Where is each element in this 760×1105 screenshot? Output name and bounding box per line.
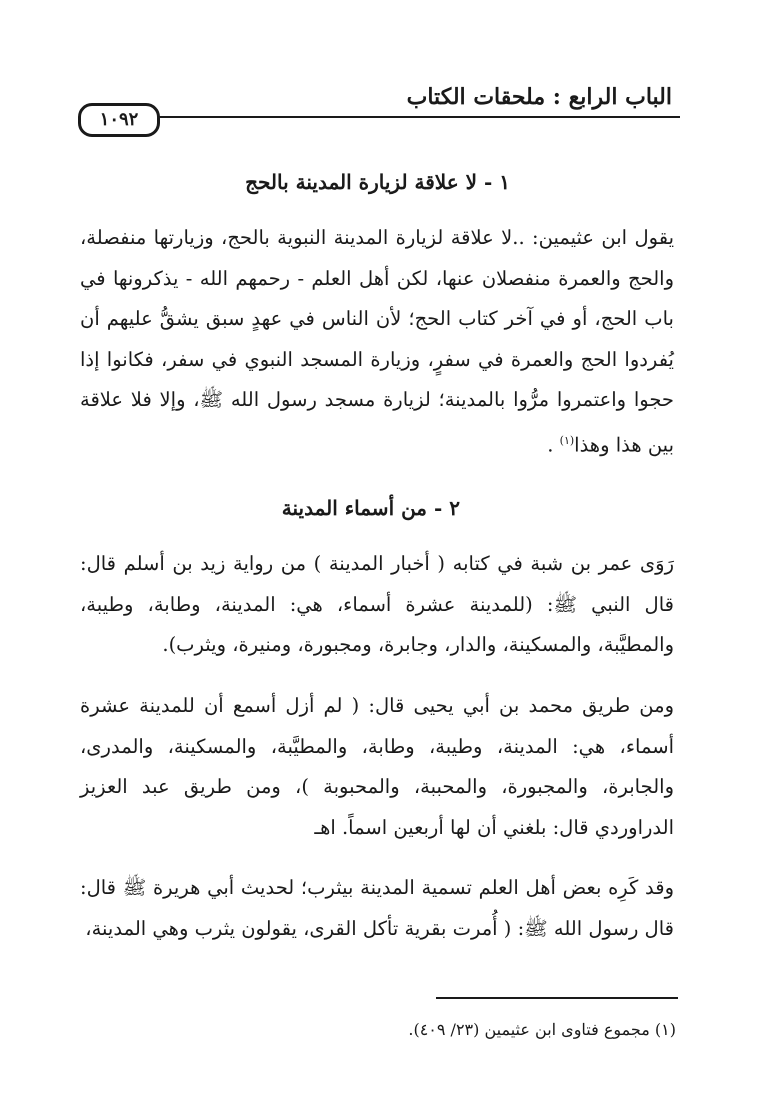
paragraph-2: رَوَى عمر بن شبة في كتابه ( أخبار المدينة ) من رواية زيد بن أسلم قال: قال النبي ﷺ: (للمدينة عشرة أسماء، هي: المدينة، وطابة، وطيبة، والمطيَّبة، والمسكينة، والدار، وجابرة، ومجبورة، ومنيرة، ويثرب). bbox=[80, 552, 674, 656]
paragraph-3: ومن طريق محمد بن أبي يحيى قال: ( لم أزل أسمع أن للمدينة عشرة أسماء، هي: المدينة، وطيبة، وطابة، والمطيَّبة، والمسكينة، والمدرى، والجابرة، والمجبورة، والمحببة، والمحبوبة )، ومن طريق عبد العزيز الدراوردي قال: بلغني أن لها أربعين اسماً. اهـ bbox=[80, 694, 674, 839]
header-rule bbox=[120, 116, 680, 118]
paragraph-1-text: يقول ابن عثيمين: ..لا علاقة لزيارة المدينة النبوية بالحج، وزيارتها منفصلة، والحج والعمرة منفصلان عنها، لكن أهل العلم - رحمهم الله - يذكرونها في باب الحج، أو في آخر كتاب الحج؛ لأن الناس في عهدٍ سبق يشقُّ عليهم أن يُفردوا الحج والعمرة في سفرٍ، وزيارة المسجد النبوي في سفر، فكانوا إذا حجوا واعتمروا مرُّوا بالمدينة؛ لزيارة مسجد رسول الله ﷺ، وإلا فلا علاقة بين هذا وهذا bbox=[80, 226, 674, 456]
footnote-marker: (١) bbox=[559, 433, 575, 447]
page-number: ١٠٩٢ bbox=[78, 103, 160, 137]
section-heading-1: ١ - لا علاقة لزيارة المدينة بالحج bbox=[245, 170, 510, 194]
paragraph-4: وقد كَرِه بعض أهل العلم تسمية المدينة بيثرب؛ لحديث أبي هريرة ﷺ قال: قال رسول الله ﷺ: ( أُمرت بقرية تأكل القرى، يقولون يثرب وهي المدينة، bbox=[80, 876, 674, 940]
running-header-title: الباب الرابع : ملحقات الكتاب bbox=[406, 84, 672, 110]
section-heading-2: ٢ - من أسماء المدينة bbox=[281, 496, 460, 520]
paragraph-1-end: . bbox=[547, 433, 560, 456]
footnote-1: (١) مجموع فتاوى ابن عثيمين (٢٣/ ٤٠٩). bbox=[408, 1020, 676, 1039]
footnote-rule bbox=[436, 997, 678, 999]
paragraph-1 bbox=[80, 218, 674, 466]
